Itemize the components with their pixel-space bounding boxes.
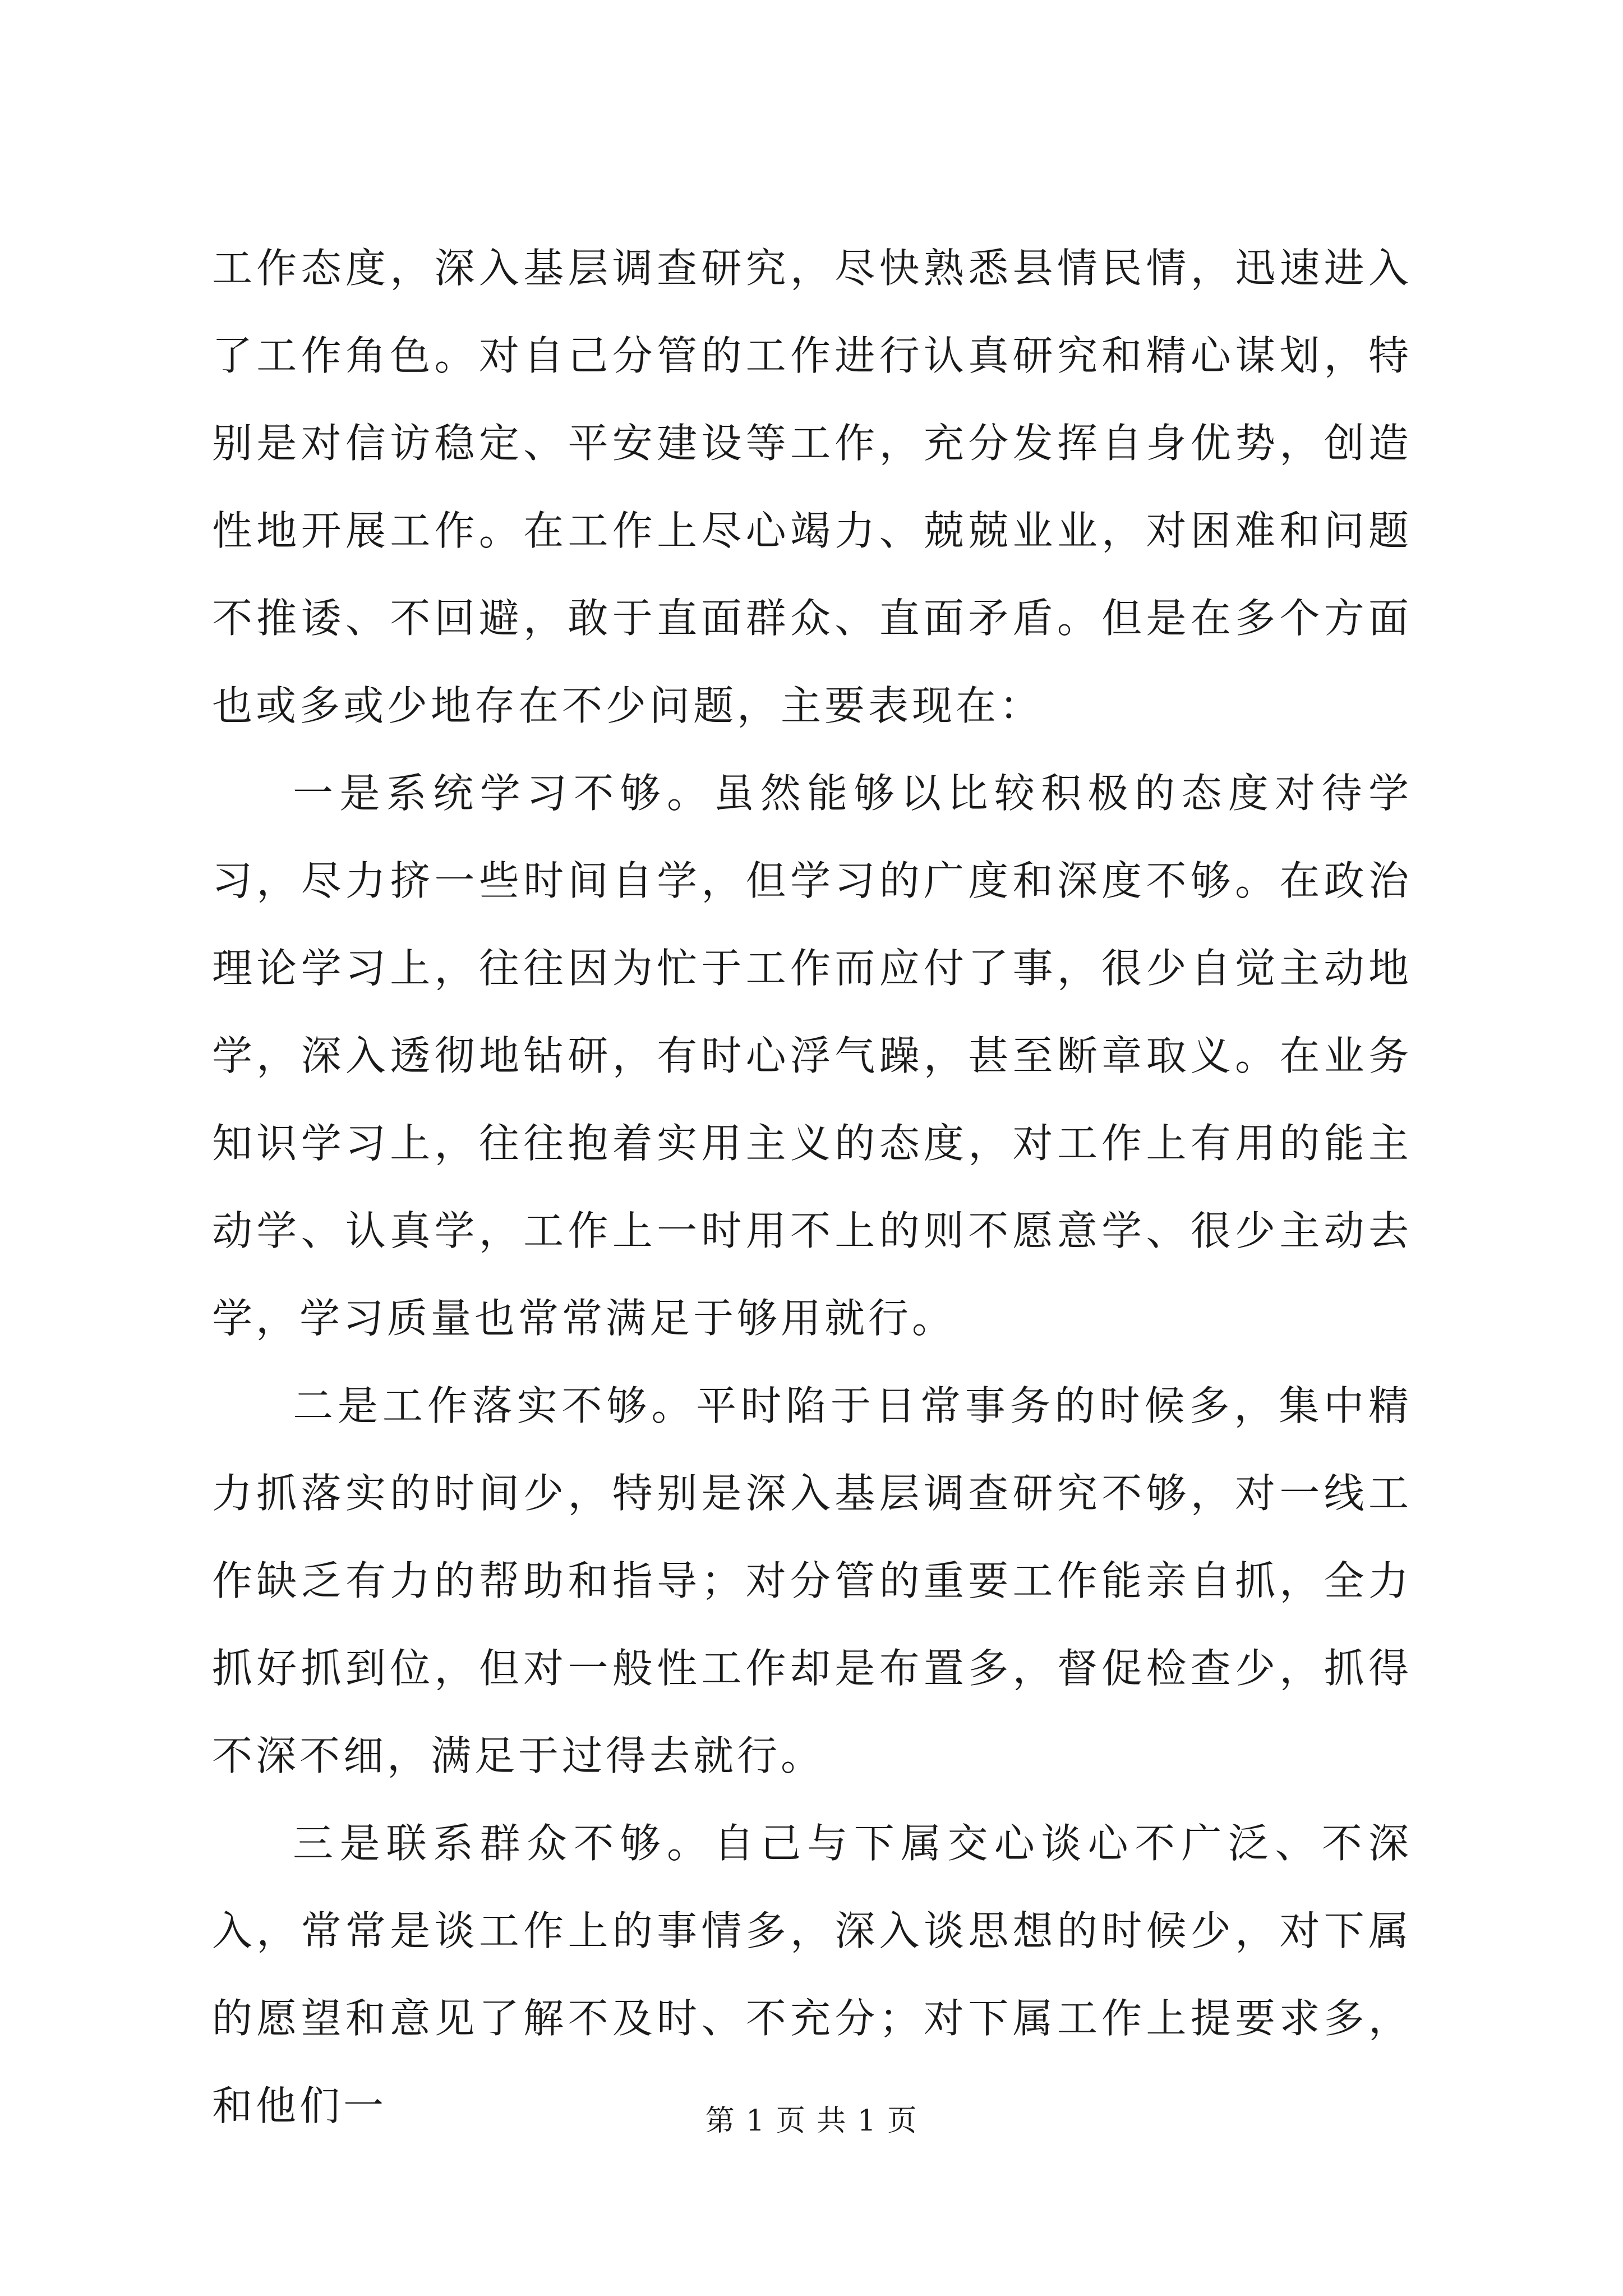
- paragraph-work: 二是工作落实不够。平时陷于日常事务的时候多，集中精力抓落实的时间少，特别是深入基层调查研究不够，对一线工作缺乏有力的帮助和指导；对分管的重要工作能亲自抓，全力抓好抓到位，但对一般性工作却是布置多，督促检查少，抓得不深不细，满足于过得去就行。: [212, 1382, 1412, 1779]
- paragraph-intro: 工作态度，深入基层调查研究，尽快熟悉县情民情，迅速进入了工作角色。对自己分管的工作进行认真研究和精心谋划，特别是对信访稳定、平安建设等工作，充分发挥自身优势，创造性地开展工作。在工作上尽心竭力、兢兢业业，对困难和问题不推诿、不回避，敢于直面群众、直面矛盾。但是在多个方面也或多或少地存在不少问题，主要表现在：: [212, 245, 1412, 729]
- document-body: [212, 224, 1412, 2150]
- paragraph-study: 一是系统学习不够。虽然能够以比较积极的态度对待学习，尽力挤一些时间自学，但学习的广度和深度不够。在政治理论学习上，往往因为忙于工作而应付了事，很少自觉主动地学，深入透彻地钻研，有时心浮气躁，甚至断章取义。在业务知识学习上，往往抱着实用主义的态度，对工作上有用的能主动学、认真学，工作上一时用不上的则不愿意学、很少主动去学，学习质量也常常满足于够用就行。: [212, 770, 1412, 1342]
- paragraph-masses: 三是联系群众不够。自己与下属交心谈心不广泛、不深入，常常是谈工作上的事情多，深入谈思想的时候少，对下属的愿望和意见了解不及时、不充分；对下属工作上提要求多，和他们一: [212, 1820, 1412, 2129]
- page-footer: 第 1 页 共 1 页: [705, 2104, 918, 2138]
